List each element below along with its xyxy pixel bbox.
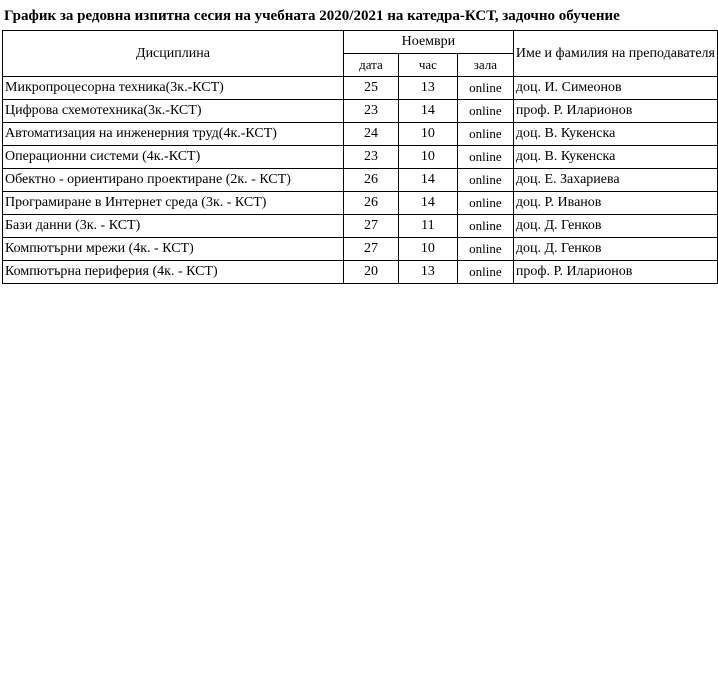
cell-date: 26 [343, 192, 398, 215]
cell-teacher: проф. Р. Иларионов [513, 100, 717, 123]
cell-hour: 14 [398, 192, 457, 215]
cell-discipline: Компютърни мрежи (4к. - КСТ) [3, 238, 344, 261]
header-teacher: Име и фамилия на преподавателя [513, 31, 717, 77]
cell-room: online [457, 146, 513, 169]
cell-date: 20 [343, 261, 398, 284]
cell-date: 24 [343, 123, 398, 146]
cell-hour: 14 [398, 100, 457, 123]
cell-discipline: Бази данни (3к. - КСТ) [3, 215, 344, 238]
cell-teacher: проф. Р. Иларионов [513, 261, 717, 284]
cell-teacher: доц. Р. Иванов [513, 192, 717, 215]
header-discipline: Дисциплина [3, 31, 344, 77]
cell-hour: 13 [398, 77, 457, 100]
cell-discipline: Автоматизация на инженерния труд(4к.-КСТ) [3, 123, 344, 146]
cell-hour: 10 [398, 146, 457, 169]
header-room: зала [457, 54, 513, 77]
table-body [3, 31, 718, 284]
cell-hour: 14 [398, 169, 457, 192]
cell-hour: 10 [398, 123, 457, 146]
cell-date: 27 [343, 238, 398, 261]
cell-room: online [457, 238, 513, 261]
cell-room: online [457, 123, 513, 146]
cell-teacher: доц. И. Симеонов [513, 77, 717, 100]
cell-date: 23 [343, 100, 398, 123]
cell-discipline: Операционни системи (4к.-КСТ) [3, 146, 344, 169]
cell-teacher: доц. В. Кукенска [513, 146, 717, 169]
table-row [3, 146, 718, 169]
cell-date: 27 [343, 215, 398, 238]
cell-hour: 11 [398, 215, 457, 238]
cell-discipline: Програмиране в Интернет среда (3к. - КСТ) [3, 192, 344, 215]
table-row [3, 77, 718, 100]
exam-schedule-table [2, 30, 718, 284]
cell-room: online [457, 169, 513, 192]
cell-hour: 13 [398, 261, 457, 284]
table-row [3, 238, 718, 261]
cell-date: 23 [343, 146, 398, 169]
table-row [3, 261, 718, 284]
page-title: График за редовна изпитна сесия на учебната 2020/2021 на катедра-КСТ, задочно обучение [4, 8, 620, 24]
cell-discipline: Микропроцесорна техника(3к.-КСТ) [3, 77, 344, 100]
cell-room: online [457, 261, 513, 284]
cell-hour: 10 [398, 238, 457, 261]
cell-date: 26 [343, 169, 398, 192]
header-date: дата [343, 54, 398, 77]
cell-date: 25 [343, 77, 398, 100]
cell-discipline: Обектно - ориентирано проектиране (2к. - КСТ) [3, 169, 344, 192]
cell-teacher: доц. Е. Захариева [513, 169, 717, 192]
header-month: Ноември [343, 31, 513, 54]
table-row [3, 215, 718, 238]
cell-room: online [457, 100, 513, 123]
cell-room: online [457, 77, 513, 100]
cell-teacher: доц. Д. Генков [513, 215, 717, 238]
table-row [3, 123, 718, 146]
cell-teacher: доц. В. Кукенска [513, 123, 717, 146]
header-hour: час [398, 54, 457, 77]
cell-room: online [457, 215, 513, 238]
cell-discipline: Цифрова схемотехника(3к.-КСТ) [3, 100, 344, 123]
cell-teacher: доц. Д. Генков [513, 238, 717, 261]
cell-discipline: Компютърна периферия (4к. - КСТ) [3, 261, 344, 284]
cell-room: online [457, 192, 513, 215]
header-row [3, 31, 718, 54]
table-row [3, 192, 718, 215]
table-row [3, 100, 718, 123]
table-row [3, 169, 718, 192]
